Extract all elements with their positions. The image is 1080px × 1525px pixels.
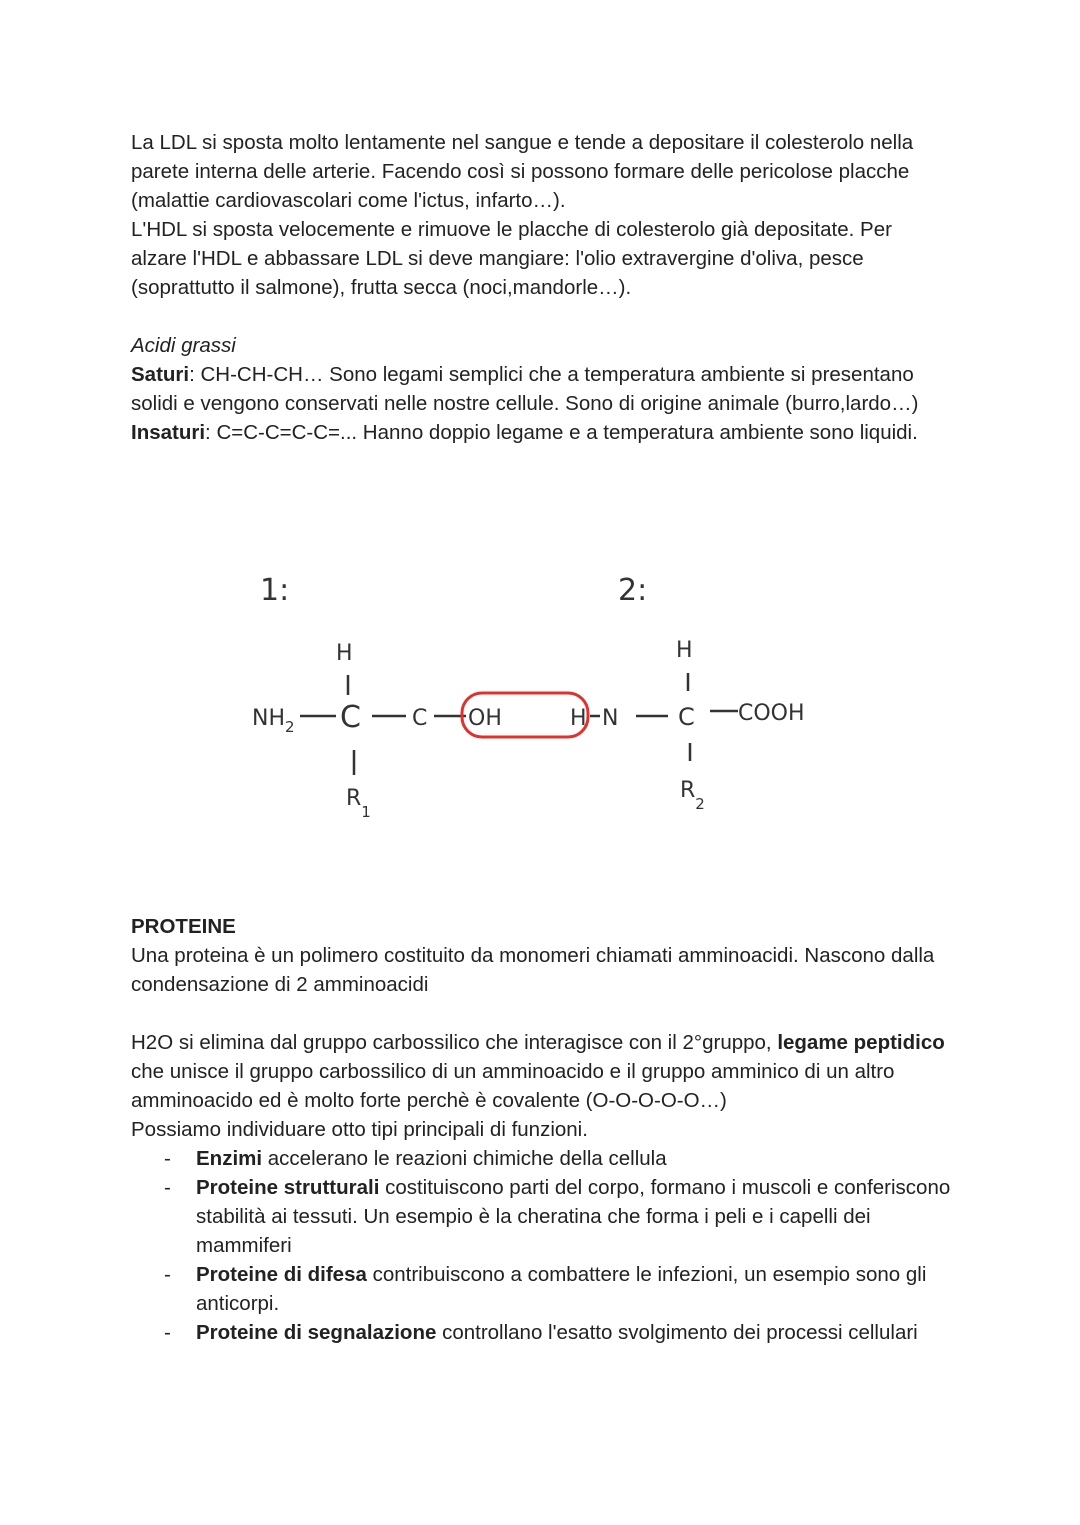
r1-group: $R_1$ [346, 786, 371, 821]
hdl-paragraph: L'HDL si sposta velocemente e rimuove le placche di colesterolo già depositate. Per alzare l'HDL e abbassare LDL si deve mangiare: l'olio extravergine d'oliva, pesce (soprattutto il salmone), frutta secca (noci,mandorle…). [131, 218, 892, 299]
fatty-acids-title: Acidi grassi [131, 334, 236, 357]
c-alpha-1: C [340, 700, 361, 735]
unsaturated-paragraph [131, 418, 951, 447]
h-top-1: H [336, 641, 353, 666]
functions-list [131, 1144, 951, 1347]
saturated-paragraph [131, 360, 951, 418]
proteins-intro: Una proteina è un polimero costituito da monomeri chiamati amminoacidi. Nascono dalla condensazione di 2 amminoacidi [131, 944, 935, 996]
ldl-paragraph: La LDL si sposta molto lentamente nel sangue e tende a depositare il colesterolo nella parete interna delle arterie. Facendo così si possono formare delle pericolose placche (malattie cardiovascolari come l'ictus, infarto…). [131, 131, 914, 212]
list-item: - Proteine di segnalazione controllano l'esatto svolgimento dei processi cellulari [164, 1321, 918, 1344]
saturated-label: Saturi [131, 363, 190, 386]
nh2-group: $NH_2$ [252, 706, 295, 736]
unsaturated-label: Insaturi [131, 421, 206, 444]
oh-group: OH [468, 706, 502, 731]
peptide-bond-paragraph: H2O si elimina dal gruppo carbossilico che interagisce con il 2°gruppo, legame peptidico che unisce il gruppo carbossilico di un amminoacido e il gruppo amminico di un altro amminoacido ed è molto forte perchè è covalente (O-O-O-O-O…) [131, 1031, 945, 1112]
proteins-section [131, 912, 951, 1347]
c-carbonyl: C [412, 706, 428, 731]
proteins-title: PROTEINE [131, 915, 236, 938]
fatty-acids-heading [131, 331, 951, 360]
list-item: - Proteine strutturali costituiscono parti del corpo, formano i muscoli e conferiscono stabilità ai tessuti. Un esempio è la cheratina che forma i peli e i capelli dei mammiferi [164, 1176, 951, 1257]
r2-group: $R_2$ [680, 778, 705, 813]
cooh-group: COOH [738, 701, 805, 726]
list-item: - Proteine di difesa contribuiscono a combattere le infezioni, un esempio sono gli anticorpi. [164, 1263, 927, 1315]
label-amino-2: 2: [618, 573, 648, 608]
c-alpha-2: C [678, 703, 695, 731]
peptide-bond-term: legame peptidico [777, 1031, 945, 1054]
peptide-bond-diagram [240, 565, 840, 845]
h-amine: H [570, 706, 587, 731]
proteins-heading [131, 912, 951, 941]
n-atom: N [602, 706, 619, 731]
h-top-2: H [676, 638, 693, 663]
label-amino-1: 1: [260, 573, 290, 608]
intro-section [131, 128, 951, 447]
functions-intro: Possiamo individuare otto tipi principali di funzioni. [131, 1118, 588, 1141]
unsaturated-text: : C=C-C=C-C=... Hanno doppio legame e a temperatura ambiente sono liquidi. [205, 421, 918, 444]
list-item: - Enzimi accelerano le reazioni chimiche della cellula [164, 1147, 667, 1170]
saturated-text: : CH-CH-CH… Sono legami semplici che a temperatura ambiente si presentano solidi e vengono conservati nelle nostre cellule. Sono di origine animale (burro,lardo…) [131, 363, 919, 415]
